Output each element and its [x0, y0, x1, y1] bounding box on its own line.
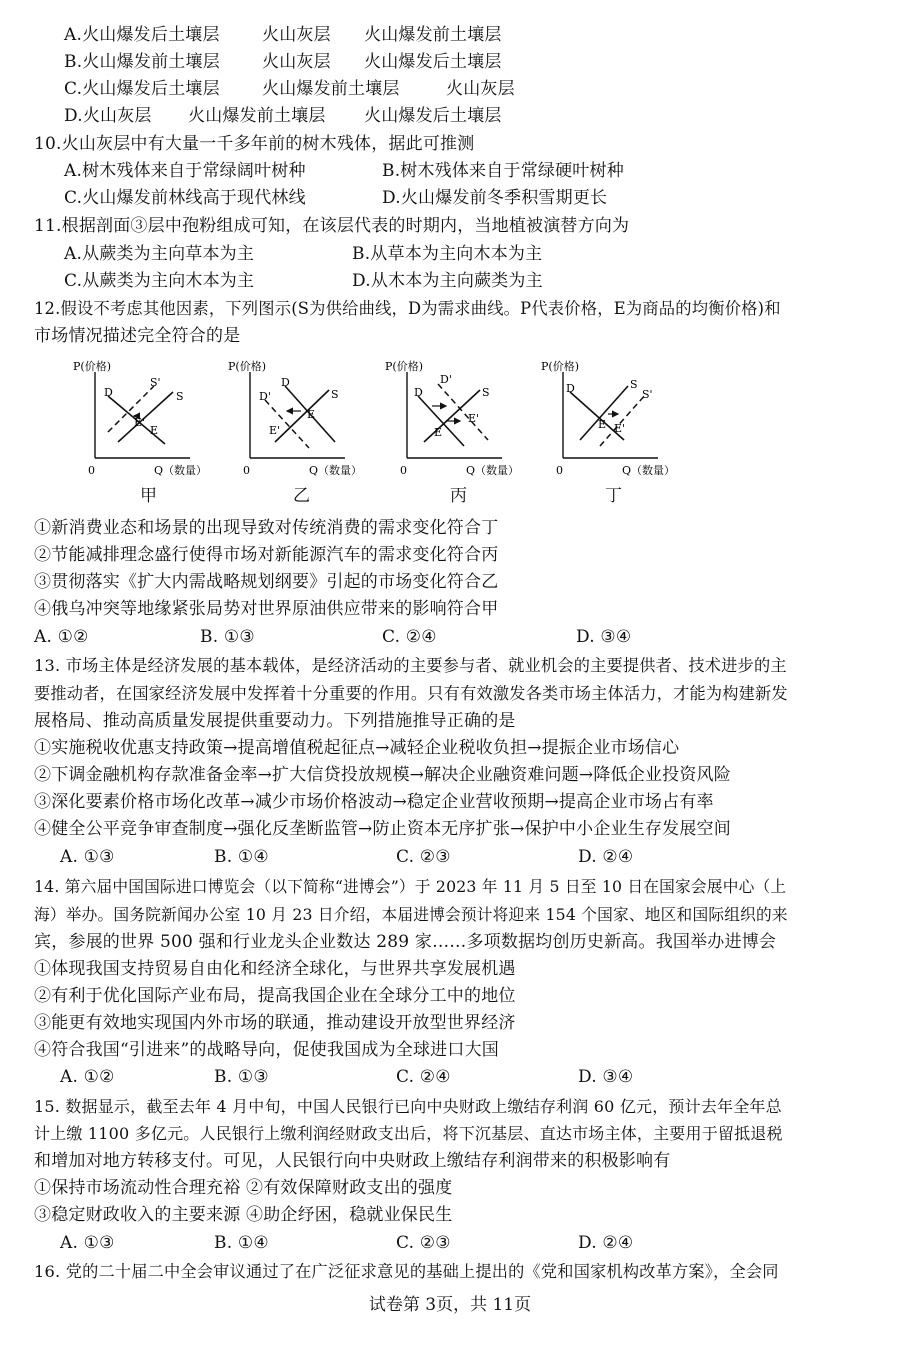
supply-curve [118, 392, 173, 442]
svg-text:S: S [176, 390, 184, 403]
origin-label: 0 [556, 464, 563, 477]
q11-stem: 11.根据剖面③层中孢粉组成可知，在该层代表的时期内，当地植被演替方向为 [34, 216, 630, 236]
svg-text:S: S [331, 388, 339, 401]
q9-c-3: 火山灰层 [446, 79, 515, 99]
q9-option-c [64, 78, 864, 100]
q9-option-b [64, 51, 864, 73]
q12-option-b: B. ①③ [200, 627, 255, 647]
q14-statement-2: ②有利于优化国际产业布局，提高我国企业在全球分工中的地位 [34, 986, 516, 1006]
svg-text:E: E [150, 424, 159, 437]
page-footer: 试卷第 3页，共 11页 [368, 1295, 532, 1315]
svg-text:E: E [434, 426, 443, 439]
svg-text:S: S [630, 378, 638, 391]
caption-jia: 甲 [140, 486, 158, 506]
q10-option-a: A.树木残体来自于常绿阔叶树种 [64, 161, 306, 181]
q13-statement-4: ④健全公平竞争审查制度→强化反垄断监管→防止资本无序扩张→保护中小企业生存发展空间 [34, 819, 731, 839]
svg-text:E: E [598, 418, 607, 431]
q13-statement-1: ①实施税收优惠支持政策→提高增值税起征点→减轻企业税收负担→提振企业市场信心 [34, 738, 680, 758]
q9-a-3: 火山爆发前土壤层 [364, 25, 502, 45]
q13-option-c: C. ②③ [396, 847, 451, 867]
q12-statement-1: ①新消费业态和场景的出现导致对传统消费的需求变化符合丁 [34, 518, 499, 538]
svg-text:E': E' [134, 416, 146, 429]
q9-b-3: 火山爆发后土壤层 [364, 52, 502, 72]
q15-statements-3-4: ③稳定财政收入的主要来源 ④助企纾困，稳就业保民生 [34, 1205, 453, 1225]
q9-c-1: C.火山爆发后土壤层 [64, 79, 220, 99]
q13-statement-2: ②下调金融机构存款准备金率→扩大信贷投放规模→解决企业融资难问题→降低企业投资风险 [34, 765, 731, 785]
p-axis-label: P(价格) [385, 360, 423, 373]
q12-option-c: C. ②④ [382, 627, 437, 647]
q12-statement-4: ④俄乌冲突等地缘紧张局势对世界原油供应带来的影响符合甲 [34, 599, 499, 619]
q10-option-d: D.火山爆发前冬季积雪期更长 [382, 188, 608, 208]
q10-stem: 10.火山灰层中有大量一千多年前的树木残体，据此可推测 [34, 134, 475, 154]
q9-d-1: D.火山灰层 [64, 106, 152, 126]
q13-option-d: D. ②④ [578, 847, 634, 867]
q-axis-label: Q（数量） [466, 464, 520, 477]
q12-option-d: D. ③④ [576, 627, 632, 647]
q14-stem-2: 海）举办。国务院新闻办公室 10 月 23 日介绍，本届进博会预计将迎来 154 个国家、地区和国际组织的来 [34, 905, 788, 924]
shifted-demand-curve [438, 384, 488, 440]
q12-statement-2: ②节能减排理念盛行使得市场对新能源汽车的需求变化符合丙 [34, 545, 499, 565]
q9-d-2: 火山爆发前土壤层 [188, 106, 326, 126]
q15-option-b: B. ①④ [214, 1233, 269, 1253]
svg-text:D: D [281, 376, 290, 389]
q-axis-label: Q（数量） [622, 464, 676, 477]
q14-statement-3: ③能更有效地实现国内外市场的联通，推动建设开放型世界经济 [34, 1013, 516, 1033]
q9-d-3: 火山爆发后土壤层 [364, 106, 502, 126]
q15-stem-1: 15. 数据显示，截至去年 4 月中旬，中国人民银行已向中央财政上缴结存利润 60 亿元，预计去年全年总 [34, 1097, 782, 1116]
svg-text:E': E' [269, 424, 281, 437]
svg-text:S': S' [150, 376, 161, 389]
origin-label: 0 [243, 464, 250, 477]
svg-text:D: D [414, 386, 423, 399]
q15-option-c: C. ②③ [396, 1233, 451, 1253]
q11-option-c: C.从蕨类为主向木本为主 [64, 271, 255, 291]
supply-demand-graphs [70, 356, 690, 506]
svg-text:D': D' [440, 373, 452, 386]
q14-option-b: B. ①③ [214, 1067, 269, 1087]
svg-text:E: E [307, 408, 316, 421]
q11-option-b: B.从草本为主向木本为主 [352, 244, 543, 264]
q13-statement-3: ③深化要素价格市场化改革→减少市场价格波动→稳定企业营收预期→提高企业市场占有率 [34, 792, 714, 812]
svg-text:D: D [566, 382, 575, 395]
q12-stem-2: 市场情况描述完全符合的是 [34, 326, 241, 346]
q9-b-2: 火山灰层 [262, 52, 331, 72]
q11-option-d: D.从木本为主向蕨类为主 [352, 271, 543, 291]
q15-stem-3: 和增加对地方转移支付。可见，人民银行向中央财政上缴结存利润带来的积极影响有 [34, 1151, 671, 1171]
graph-yi [225, 356, 375, 506]
svg-text:D: D [104, 386, 113, 399]
caption-bing: 丙 [450, 486, 468, 506]
svg-text:S: S [482, 386, 490, 399]
q14-option-a: A. ①② [60, 1067, 115, 1087]
origin-label: 0 [400, 464, 407, 477]
q9-c-2: 火山爆发前土壤层 [262, 79, 400, 99]
q-axis-label: Q（数量） [154, 464, 208, 477]
origin-label: 0 [88, 464, 95, 477]
shifted-supply-curve [108, 386, 154, 432]
q12-statement-3: ③贯彻落实《扩大内需战略规划纲要》引起的市场变化符合乙 [34, 572, 499, 592]
q9-a-2: 火山灰层 [262, 25, 331, 45]
svg-text:E': E' [468, 412, 480, 425]
q-axis-label: Q（数量） [309, 464, 363, 477]
q14-option-d: D. ③④ [578, 1067, 634, 1087]
svg-text:E': E' [614, 422, 626, 435]
svg-text:D': D' [259, 390, 271, 403]
q9-b-1: B.火山爆发前土壤层 [64, 52, 220, 72]
q15-statements-1-2: ①保持市场流动性合理充裕 ②有效保障财政支出的强度 [34, 1178, 453, 1198]
q14-stem-1: 14. 第六届中国国际进口博览会（以下简称“进博会”）于 2023 年 11 月 5 日至 10 日在国家会展中心（上 [34, 877, 787, 896]
q15-option-a: A. ①③ [60, 1233, 115, 1253]
q12-option-a: A. ①② [34, 627, 89, 647]
supply-curve [275, 390, 329, 442]
q12-stem-1: 12.假设不考虑其他因素，下列图示(S为供给曲线，D为需求曲线。P代表价格，E为商品的均衡价格)和 [34, 299, 781, 318]
q13-option-b: B. ①④ [214, 847, 269, 867]
q10-option-b: B.树木残体来自于常绿硬叶树种 [382, 161, 624, 181]
q13-stem-3: 展格局、推动高质量发展提供重要动力。下列措施推导正确的是 [34, 711, 516, 731]
q13-option-a: A. ①③ [60, 847, 115, 867]
p-axis-label: P(价格) [73, 360, 111, 373]
q9-a-1: A.火山爆发后土壤层 [64, 25, 220, 45]
q15-stem-2: 计上缴 1100 多亿元。人民银行上缴利润经财政支出后，将下沉基层、直达市场主体，主要用于留抵退税 [34, 1124, 783, 1143]
graph-bing [382, 356, 532, 506]
caption-yi: 乙 [293, 486, 311, 506]
q14-statement-4: ④符合我国“引进来”的战略导向，促使我国成为全球进口大国 [34, 1040, 499, 1060]
svg-text:S': S' [642, 388, 653, 401]
q14-option-c: C. ②④ [396, 1067, 451, 1087]
q9-option-a [64, 24, 864, 46]
p-axis-label: P(价格) [541, 360, 579, 373]
graph-ding [538, 356, 688, 506]
q10-option-c: C.火山爆发前林线高于现代林线 [64, 188, 306, 208]
q16-stem-1: 16. 党的二十届二中全会审议通过了在广泛征求意见的基础上提出的《党和国家机构改革方案》，全会同 [34, 1262, 779, 1281]
q13-stem-2: 要推动者，在国家经济发展中发挥着十分重要的作用。只有有效激发各类市场主体活力，才能为构建新发 [34, 684, 788, 703]
graph-jia [70, 356, 220, 506]
q15-option-d: D. ②④ [578, 1233, 634, 1253]
q14-stem-3: 宾，参展的世界 500 强和行业龙头企业数达 289 家……多项数据均创历史新高。我国举办进博会 [34, 932, 777, 952]
q13-stem-1: 13. 市场主体是经济发展的基本载体，是经济活动的主要参与者、就业机会的主要提供者、技术进步的主 [34, 656, 787, 675]
q14-statement-1: ①体现我国支持贸易自由化和经济全球化，与世界共享发展机遇 [34, 959, 516, 979]
q11-option-a: A.从蕨类为主向草本为主 [64, 244, 255, 264]
q9-option-d [64, 105, 864, 127]
caption-ding: 丁 [605, 486, 623, 506]
p-axis-label: P(价格) [228, 360, 266, 373]
